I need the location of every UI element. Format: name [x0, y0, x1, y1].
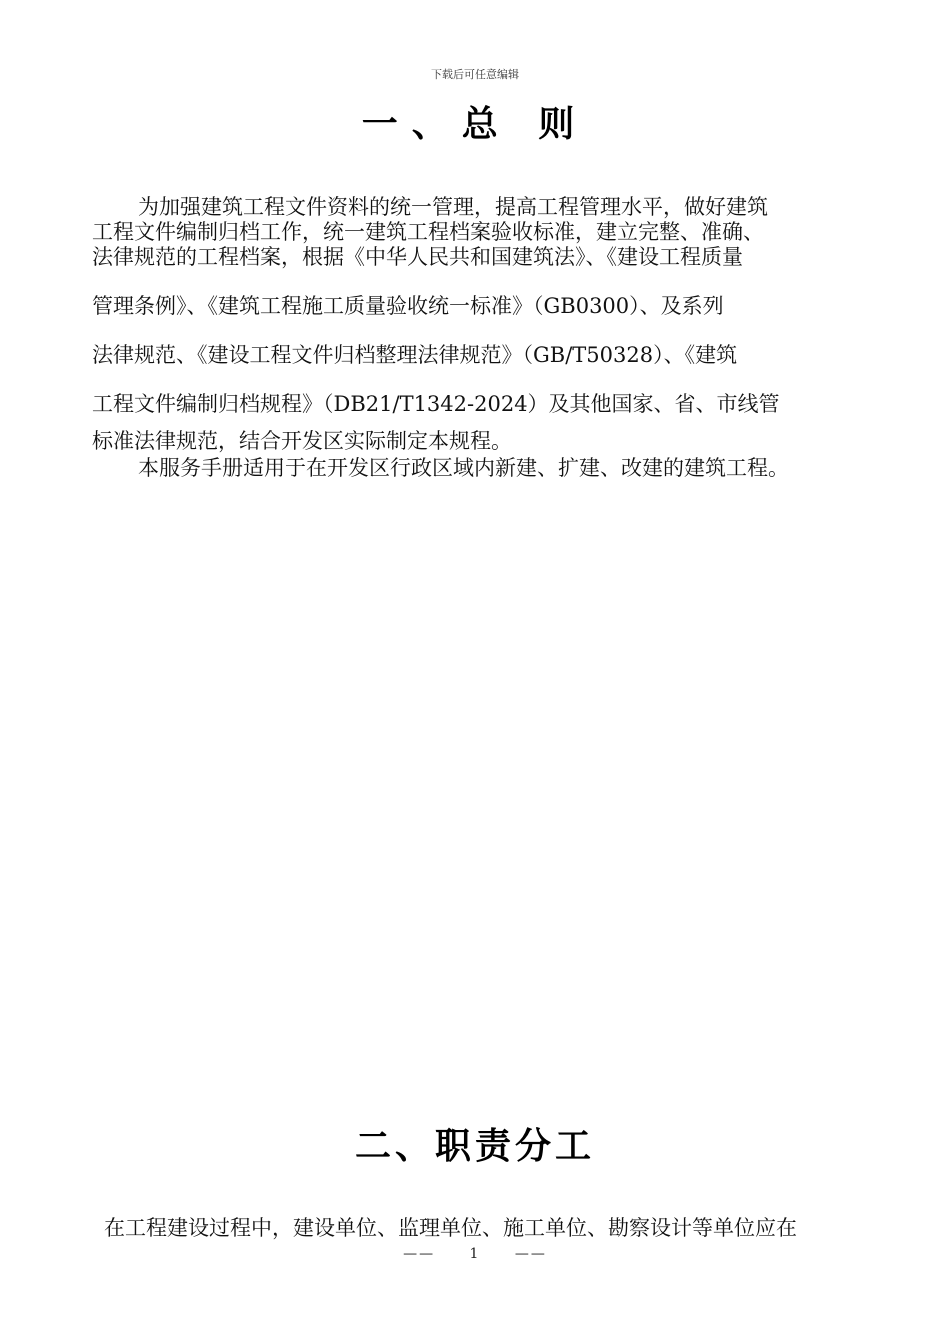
text-line: 工程文件编制归档工作，统一建筑工程档案验收标准，建立完整、准确、	[92, 220, 764, 244]
text-line: 在工程建设过程中，建设单位、监理单位、施工单位、勘察设计等单位应在	[104, 1216, 797, 1240]
footer-dash-right: ——	[514, 1246, 547, 1262]
section-title-responsibilities: 二、职责分工	[354, 1126, 595, 1167]
text-line: 工程文件编制归档规程》（DB21/T1342-2024）及其他国家、省、市线管	[92, 392, 780, 416]
page-number: 1	[469, 1246, 481, 1262]
text-line: 管理条例》、《建筑工程施工质量验收统一标准》（GB0300）、及系列	[92, 294, 724, 318]
header-note: 下载后可任意编辑	[431, 68, 519, 81]
text-line: 法律规范、《建设工程文件归档整理法律规范》（GB/T50328）、《建筑	[92, 343, 738, 367]
paragraph-responsibilities	[104, 1212, 864, 1242]
footer-dash-left: ——	[403, 1246, 436, 1262]
section-title-general: 一、总 则	[361, 104, 589, 145]
text-line: 为加强建筑工程文件资料的统一管理，提高工程管理水平，做好建筑	[138, 195, 768, 219]
text-line: 标准法律规范，结合开发区实际制定本规程。	[92, 429, 512, 453]
text-line: 法律规范的工程档案，根据《中华人民共和国建筑法》、《建设工程质量	[92, 245, 743, 269]
page-footer	[0, 1246, 950, 1262]
text-line: 本服务手册适用于在开发区行政区域内新建、扩建、改建的建筑工程。	[138, 456, 789, 480]
paragraph-purpose	[92, 191, 862, 479]
